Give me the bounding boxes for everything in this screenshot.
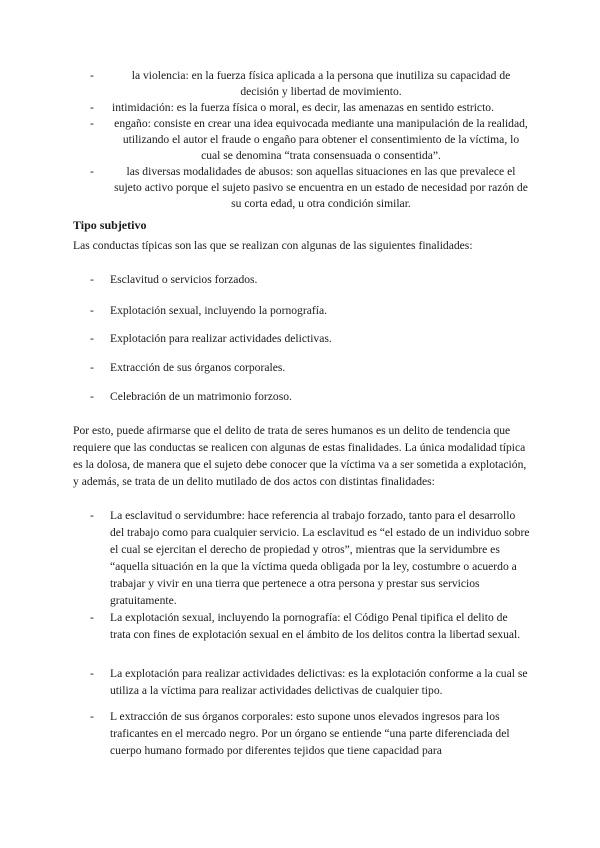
list-item-text: intimidación: es la fuerza física o moral, es decir, las amenazas en sentido estricto. [112, 101, 494, 114]
bullet-dash: - [90, 611, 94, 624]
list-item [90, 360, 510, 376]
bullet-dash: - [90, 667, 94, 680]
bullet-dash: - [90, 117, 94, 130]
list-item [90, 272, 510, 288]
summary-paragraph: Por esto, puede afirmarse que el delito de trata de seres humanos es un delito de tendencia que requiere que las conductas se realicen con algunas de estas finalidades. La única modalidad típica es la dolosa, de manera que el sujeto debe conocer que la víctima va a ser sometida a explotación, y además, se trata de un delito mutilado de dos actos con distintas finalidades: [73, 424, 527, 488]
list-item-text: La explotación sexual, incluyendo la pornografía: el Código Penal tipifica el delito de trata con fines de explotación sexual en el ámbito de los delitos contra la libertad sexual. [110, 611, 521, 641]
list-item-text: Explotación para realizar actividades delictivas. [110, 332, 332, 345]
list-item [90, 100, 530, 116]
list-item [90, 609, 530, 643]
list-item-text: La esclavitud o servidumbre: hace referencia al trabajo forzado, tanto para el desarrollo del trabajo como para cualquier servicio. La esclavitud es “el estado de un individuo sobre el cual se ejercitan el derecho de propiedad y otros”, mientras que la servidumbre es “aquella situación en la que la víctima queda obligada por la ley, costumbre o acuerdo a trabajar y vivir en una tierra que pertenece a otra persona y prestar sus servicios gratuitamente. [110, 509, 530, 607]
bullet-dash: - [90, 710, 94, 723]
list-item-text: Explotación sexual, incluyendo la pornografía. [110, 304, 327, 317]
list-item [90, 164, 530, 212]
list-item-text: Esclavitud o servicios forzados. [110, 273, 258, 286]
bullet-dash: - [90, 361, 94, 374]
bullet-dash: - [90, 390, 94, 403]
bullet-dash: - [90, 165, 94, 178]
section-heading: Tipo subjetivo [73, 218, 147, 232]
list-item [90, 389, 510, 405]
list-item [90, 331, 510, 347]
list-item-text: Celebración de un matrimonio forzoso. [110, 390, 292, 403]
list-item-text: Extracción de sus órganos corporales. [110, 361, 286, 374]
intro-paragraph: Las conductas típicas son las que se realizan con algunas de las siguientes finalidades: [73, 239, 473, 252]
means-list [0, 68, 528, 212]
list-item-text: la violencia: en la fuerza física aplicada a la persona que inutiliza su capacidad de decisión y libertad de movimiento. [131, 69, 511, 98]
list-item-text: engaño: consiste en crear una idea equivocada mediante una manipulación de la realidad, utilizando el autor el fraude o engaño para obtener el consentimiento de la víctima, lo cual se denomina “trata consensuada o consentida”. [114, 117, 528, 162]
list-item [90, 507, 530, 609]
list-item-text: La explotación para realizar actividades delictivas: es la explotación conforme a la cual se utiliza a la víctima para realizar actividades delictivas de cualquier tipo. [110, 667, 528, 697]
list-item-text: las diversas modalidades de abusos: son aquellas situaciones en las que prevalece el sujeto activo porque el sujeto pasivo se encuentra en un estado de necesidad por razón de su corta edad, u otra condición similar. [114, 165, 528, 210]
list-item [90, 116, 530, 164]
bullet-dash: - [90, 101, 94, 114]
bullet-dash: - [90, 273, 94, 286]
list-item [90, 665, 530, 699]
bullet-dash: - [90, 332, 94, 345]
list-item [90, 708, 530, 759]
list-item [90, 68, 530, 100]
bullet-dash: - [90, 69, 94, 82]
bullet-dash: - [90, 509, 94, 522]
bullet-dash: - [90, 304, 94, 317]
list-item-text: L extracción de sus órganos corporales: esto supone unos elevados ingresos para los traficantes en el mercado negro. Por un órgano se entiende “una parte diferenciada del cuerpo humano formado por diferentes tejidos que tiene capacidad para [110, 710, 510, 757]
list-item [90, 303, 510, 319]
